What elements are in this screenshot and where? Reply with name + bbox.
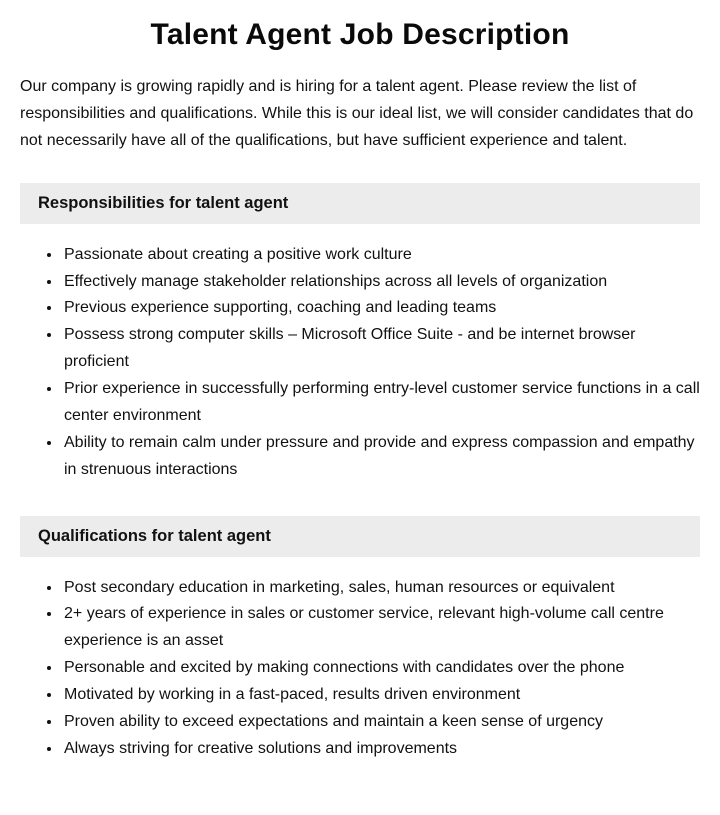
list-item: • Previous experience supporting, coaching and leading teams xyxy=(62,295,700,322)
list-item: • Passionate about creating a positive work culture xyxy=(62,242,700,269)
page-title: Talent Agent Job Description xyxy=(150,18,570,51)
qualifications-list xyxy=(20,575,700,763)
responsibilities-list xyxy=(20,242,700,484)
list-item: • Motivated by working in a fast-paced, results driven environment xyxy=(62,682,700,709)
list-item: • 2+ years of experience in sales or customer service, relevant high-volume call centre experience is an asset xyxy=(62,601,700,655)
list-item: • Proven ability to exceed expectations and maintain a keen sense of urgency xyxy=(62,709,700,736)
qualifications-section-header: Qualifications for talent agent xyxy=(20,516,700,557)
list-item: • Ability to remain calm under pressure and provide and express compassion and empathy in strenuous interactions xyxy=(62,430,700,484)
list-item: • Possess strong computer skills – Microsoft Office Suite - and be internet browser proficient xyxy=(62,322,700,376)
list-item: • Effectively manage stakeholder relationships across all levels of organization xyxy=(62,269,700,296)
list-item: • Post secondary education in marketing, sales, human resources or equivalent xyxy=(62,575,700,602)
list-item: • Prior experience in successfully performing entry-level customer service functions in a call center environment xyxy=(62,376,700,430)
list-item: • Personable and excited by making connections with candidates over the phone xyxy=(62,655,700,682)
list-item: • Always striving for creative solutions and improvements xyxy=(62,736,700,763)
intro-paragraph: Our company is growing rapidly and is hiring for a talent agent. Please review the list of responsibilities and qualifications. While this is our ideal list, we will consider candidates that do not necessarily have all of the qualifications, but have sufficient experience and talent. xyxy=(20,78,694,149)
responsibilities-section-header: Responsibilities for talent agent xyxy=(20,183,700,224)
